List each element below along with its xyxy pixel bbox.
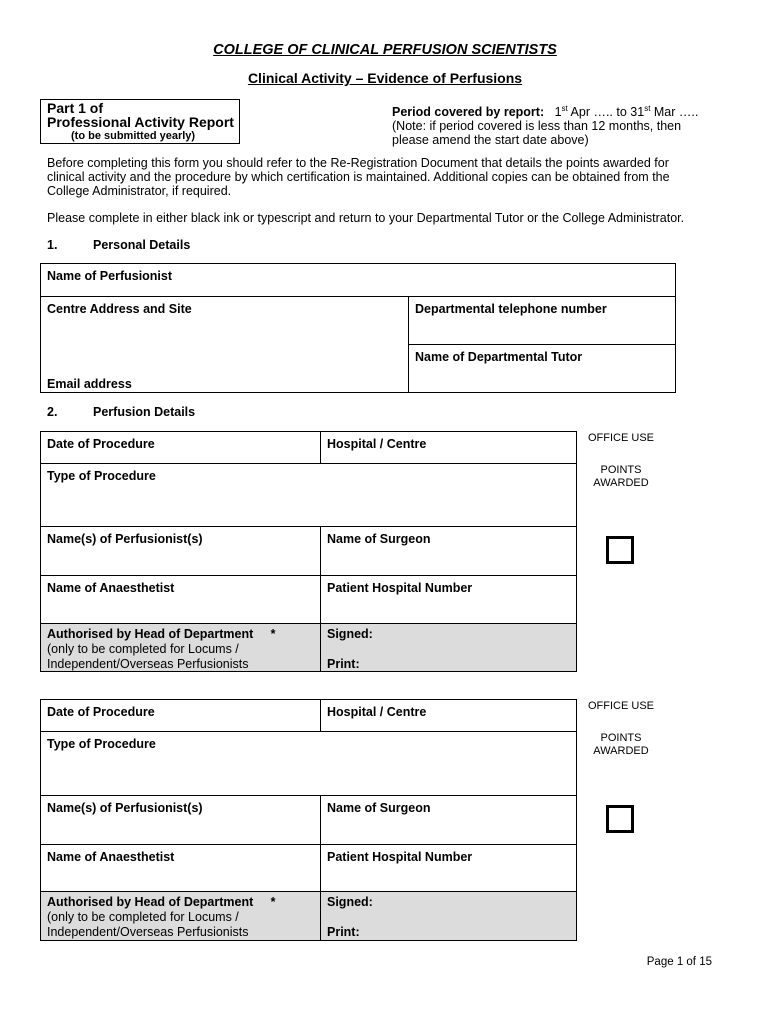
office-use-label: OFFICE USE xyxy=(587,432,654,444)
intro-paragraph-1 xyxy=(47,156,737,198)
surgeon-field[interactable] xyxy=(320,795,577,845)
section-2-number: 2. xyxy=(47,405,58,419)
period-label: Period covered by report: xyxy=(392,105,545,120)
dept-tutor-field[interactable] xyxy=(408,344,676,393)
part-line-2: Professional Activity Report xyxy=(47,114,234,130)
points-line-1: POINTS xyxy=(600,732,642,744)
points-line-2: AWARDED xyxy=(593,745,649,757)
type-of-procedure-label: Type of Procedure xyxy=(47,737,156,751)
authorised-field[interactable] xyxy=(40,623,321,672)
anaesthetist-label: Name of Anaesthetist xyxy=(47,850,175,864)
period-note-2: please amend the start date above) xyxy=(392,133,589,148)
perfusionists-field[interactable] xyxy=(40,526,321,576)
intro-paragraph-2: Please complete in either black ink or typescript and return to your Departmental Tutor or the College Administrator. xyxy=(47,211,685,225)
period-note-1: (Note: if period covered is less than 12 months, then xyxy=(392,119,682,134)
date-of-procedure-field[interactable] xyxy=(40,699,321,732)
centre-address-field[interactable] xyxy=(40,296,409,393)
form-title: COLLEGE OF CLINICAL PERFUSION SCIENTISTS xyxy=(213,42,557,58)
part-box xyxy=(40,99,240,144)
type-of-procedure-label: Type of Procedure xyxy=(47,469,156,483)
section-1-number: 1. xyxy=(47,238,58,252)
anaesthetist-field[interactable] xyxy=(40,844,321,892)
hospital-centre-field[interactable] xyxy=(320,699,577,732)
signed-label: Signed: xyxy=(327,627,373,641)
centre-address-label: Centre Address and Site xyxy=(47,302,192,316)
patient-number-label: Patient Hospital Number xyxy=(327,850,473,864)
date-of-procedure-label: Date of Procedure xyxy=(47,705,155,719)
section-1-title: Personal Details xyxy=(93,238,191,252)
anaesthetist-field[interactable] xyxy=(40,575,321,624)
name-of-perfusionist-field[interactable] xyxy=(40,263,676,297)
authorised-field[interactable] xyxy=(40,891,321,941)
print-label: Print: xyxy=(327,657,360,671)
date-of-procedure-label: Date of Procedure xyxy=(47,437,155,451)
perfusionists-field[interactable] xyxy=(40,795,321,845)
part-line-1: Part 1 of xyxy=(47,100,104,116)
office-use-label: OFFICE USE xyxy=(587,700,654,712)
authorised-note-1: (only to be completed for Locums / xyxy=(47,910,239,924)
authorised-note-2: Independent/Overseas Perfusionists xyxy=(47,657,249,671)
authorised-note-1: (only to be completed for Locums / xyxy=(47,642,239,656)
perfusionists-label: Name(s) of Perfusionist(s) xyxy=(47,801,203,815)
period-from-day: 1 xyxy=(554,105,562,120)
dept-telephone-field[interactable] xyxy=(408,296,676,345)
dept-telephone-label: Departmental telephone number xyxy=(415,302,607,316)
points-awarded-label xyxy=(576,732,666,758)
patient-number-field[interactable] xyxy=(320,844,577,892)
form-subtitle: Clinical Activity – Evidence of Perfusions xyxy=(247,70,523,86)
period-from-sup: st xyxy=(561,104,568,113)
surgeon-label: Name of Surgeon xyxy=(327,532,431,546)
patient-number-label: Patient Hospital Number xyxy=(327,581,473,595)
authorised-label: Authorised by Head of Department * xyxy=(47,895,276,909)
authorised-label: Authorised by Head of Department * xyxy=(47,627,276,641)
hospital-centre-label: Hospital / Centre xyxy=(327,705,427,719)
name-of-perfusionist-label: Name of Perfusionist xyxy=(47,269,173,283)
intro-line-2: clinical activity and the procedure by which certification is maintained. Additional copies can be obtained from the xyxy=(47,170,670,184)
perfusionists-label: Name(s) of Perfusionist(s) xyxy=(47,532,203,546)
email-label: Email address xyxy=(47,377,132,391)
page-number: Page 1 of 15 xyxy=(646,956,712,968)
authorised-note-2: Independent/Overseas Perfusionists xyxy=(47,925,249,939)
hospital-centre-field[interactable] xyxy=(320,431,577,464)
points-awarded-checkbox[interactable] xyxy=(606,536,634,564)
points-awarded-checkbox[interactable] xyxy=(606,805,634,833)
intro-line-1: Before completing this form you should refer to the Re-Registration Document that details the points awarded for xyxy=(47,156,669,170)
part-line-3: (to be submitted yearly) xyxy=(71,130,196,142)
points-awarded-label xyxy=(576,464,666,490)
signed-label: Signed: xyxy=(327,895,373,909)
period-covered xyxy=(392,102,722,147)
type-of-procedure-field[interactable] xyxy=(40,463,577,527)
anaesthetist-label: Name of Anaesthetist xyxy=(47,581,175,595)
period-to-sup: st xyxy=(644,104,651,113)
points-line-1: POINTS xyxy=(600,464,642,476)
intro-line-3: College Administrator, if required. xyxy=(47,184,232,198)
patient-number-field[interactable] xyxy=(320,575,577,624)
signature-field[interactable] xyxy=(320,623,577,672)
dept-tutor-label: Name of Departmental Tutor xyxy=(415,350,583,364)
period-from-rest: Apr ….. to 31 xyxy=(567,105,645,120)
section-1-heading xyxy=(47,238,190,252)
section-2-title: Perfusion Details xyxy=(93,405,196,419)
surgeon-field[interactable] xyxy=(320,526,577,576)
period-to-rest: Mar ….. xyxy=(650,105,699,120)
surgeon-label: Name of Surgeon xyxy=(327,801,431,815)
hospital-centre-label: Hospital / Centre xyxy=(327,437,427,451)
section-2-heading xyxy=(47,405,195,419)
type-of-procedure-field[interactable] xyxy=(40,731,577,796)
date-of-procedure-field[interactable] xyxy=(40,431,321,464)
print-label: Print: xyxy=(327,925,360,939)
points-line-2: AWARDED xyxy=(593,477,649,489)
signature-field[interactable] xyxy=(320,891,577,941)
